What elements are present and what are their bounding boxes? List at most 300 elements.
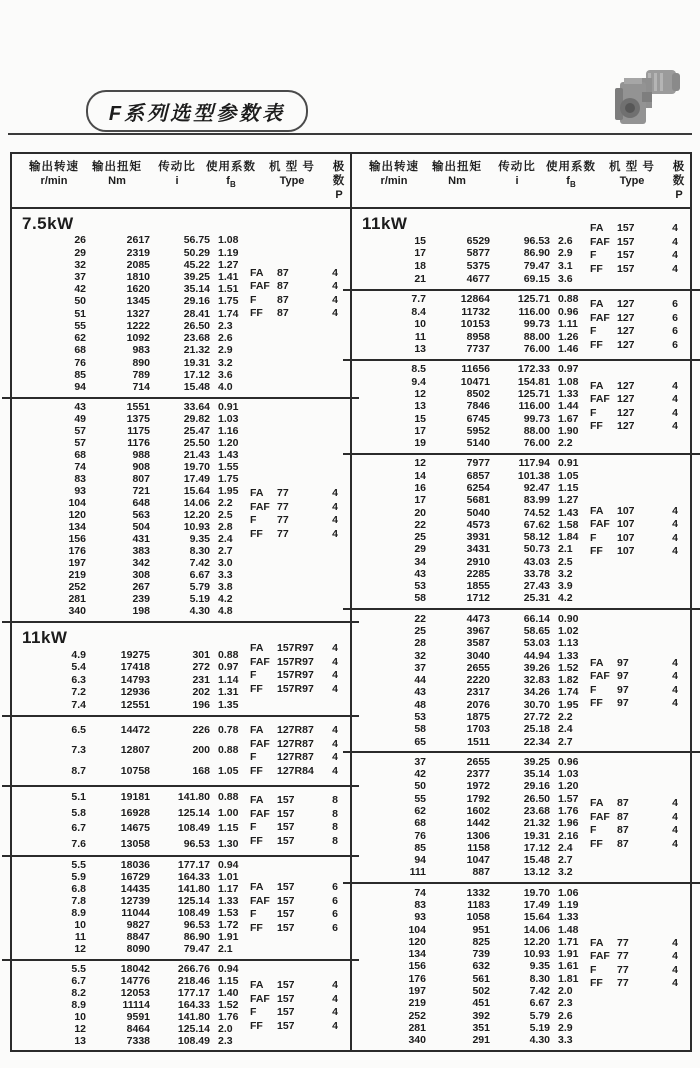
cell-ratio: 76.00 bbox=[523, 437, 550, 450]
cell-ratio: 141.80 bbox=[177, 1011, 210, 1024]
cell-output-torque: 13058 bbox=[120, 837, 150, 850]
table-row bbox=[12, 321, 350, 333]
cell-output-speed: 37 bbox=[414, 755, 426, 768]
cell-service-factor: 2.2 bbox=[218, 497, 233, 510]
cell-output-torque: 2317 bbox=[466, 686, 490, 699]
model-type-block bbox=[250, 724, 338, 778]
cell-output-torque: 890 bbox=[132, 356, 150, 369]
model-size: 77 bbox=[617, 936, 629, 949]
cell-ratio: 125.14 bbox=[177, 895, 210, 908]
cell-output-speed: 42 bbox=[414, 768, 426, 781]
cell-output-speed: 134 bbox=[408, 948, 426, 961]
cell-output-torque: 239 bbox=[132, 593, 150, 606]
header-output-torque: 输出扭矩 Nm bbox=[432, 161, 482, 187]
cell-ratio: 272 bbox=[192, 661, 210, 674]
cell-output-speed: 51 bbox=[74, 307, 86, 320]
cell-ratio: 13.12 bbox=[523, 866, 550, 879]
cell-output-speed: 5.5 bbox=[71, 963, 86, 976]
cell-service-factor: 1.03 bbox=[558, 768, 579, 781]
cell-service-factor: 1.19 bbox=[218, 246, 239, 259]
cell-ratio: 56.75 bbox=[183, 234, 210, 247]
cell-ratio: 116.00 bbox=[518, 400, 550, 413]
model-size: 157 bbox=[277, 1006, 295, 1018]
cell-service-factor: 1.33 bbox=[558, 911, 579, 924]
cell-ratio: 96.53 bbox=[183, 837, 210, 850]
model-size: 77 bbox=[617, 963, 629, 976]
header-model-type: 机 型 号 Type bbox=[609, 161, 655, 187]
table-row bbox=[352, 925, 690, 937]
table-row bbox=[352, 569, 690, 581]
header-ratio: 传动比 i bbox=[158, 161, 196, 187]
cell-ratio: 108.49 bbox=[177, 1035, 210, 1048]
cell-ratio: 88.00 bbox=[523, 424, 550, 437]
model-type-block bbox=[250, 267, 338, 321]
cell-output-torque: 502 bbox=[472, 984, 490, 997]
model-type-row bbox=[250, 751, 338, 765]
cell-output-torque: 291 bbox=[472, 1034, 490, 1047]
cell-ratio: 231 bbox=[192, 673, 210, 686]
cell-output-torque: 2319 bbox=[126, 246, 150, 259]
pole-count: 4 bbox=[332, 1006, 338, 1018]
cell-output-speed: 43 bbox=[414, 686, 426, 699]
cell-output-speed: 176 bbox=[408, 972, 426, 985]
cell-service-factor: 1.17 bbox=[218, 883, 239, 896]
model-prefix: FA bbox=[590, 379, 604, 392]
cell-output-speed: 120 bbox=[408, 935, 426, 948]
table-row bbox=[352, 1023, 690, 1035]
cell-service-factor: 1.82 bbox=[558, 674, 579, 687]
cell-output-torque: 1176 bbox=[127, 437, 150, 450]
cell-output-torque: 14472 bbox=[120, 723, 150, 736]
cell-service-factor: 2.2 bbox=[558, 711, 573, 724]
model-size: 127R87 bbox=[277, 724, 314, 736]
model-type-row bbox=[590, 518, 678, 532]
cell-output-speed: 219 bbox=[408, 997, 426, 1010]
cell-ratio: 76.00 bbox=[523, 343, 550, 355]
cell-output-speed: 44 bbox=[414, 674, 426, 687]
cell-service-factor: 1.05 bbox=[558, 469, 579, 482]
cell-service-factor: 0.78 bbox=[218, 723, 239, 736]
model-type-block bbox=[590, 657, 678, 711]
cell-output-speed: 62 bbox=[414, 805, 426, 817]
cell-ratio: 226 bbox=[192, 723, 210, 736]
model-type-row bbox=[590, 249, 678, 263]
cell-service-factor: 2.7 bbox=[558, 735, 573, 748]
model-prefix: FAF bbox=[250, 655, 270, 668]
cell-output-speed: 5.9 bbox=[71, 871, 86, 884]
model-type-row bbox=[590, 407, 678, 421]
model-size: 157 bbox=[277, 894, 295, 907]
cell-output-speed: 7.7 bbox=[411, 293, 426, 306]
model-size: 87 bbox=[617, 810, 629, 823]
model-size: 87 bbox=[617, 824, 629, 837]
model-type-block bbox=[250, 979, 338, 1033]
table-section bbox=[12, 209, 350, 397]
model-prefix: F bbox=[250, 821, 257, 833]
cell-ratio: 96.53 bbox=[183, 919, 210, 932]
cell-ratio: 25.47 bbox=[183, 425, 210, 438]
table-row bbox=[352, 1011, 690, 1023]
cell-output-speed: 43 bbox=[74, 401, 86, 414]
pole-count: 4 bbox=[672, 697, 678, 710]
pole-count: 4 bbox=[332, 751, 338, 763]
title-divider-line bbox=[8, 133, 692, 135]
cell-output-torque: 563 bbox=[132, 509, 150, 522]
cell-output-torque: 8464 bbox=[126, 1023, 150, 1036]
cell-output-speed: 340 bbox=[68, 605, 86, 618]
table-row bbox=[12, 438, 350, 450]
cell-service-factor: 1.95 bbox=[558, 698, 579, 711]
cell-output-torque: 1855 bbox=[466, 580, 490, 593]
cell-ratio: 29.16 bbox=[523, 780, 550, 793]
cell-output-speed: 94 bbox=[414, 854, 426, 867]
model-type-row bbox=[590, 937, 678, 951]
pole-count: 8 bbox=[332, 794, 338, 806]
model-type-block bbox=[590, 380, 678, 434]
table-row bbox=[352, 364, 690, 376]
cell-ratio: 4.30 bbox=[189, 605, 210, 618]
pole-count: 4 bbox=[672, 797, 678, 810]
cell-ratio: 27.43 bbox=[523, 580, 550, 593]
model-type-row bbox=[250, 993, 338, 1007]
cell-service-factor: 1.15 bbox=[218, 822, 239, 834]
table-row bbox=[352, 781, 690, 793]
cell-output-speed: 13 bbox=[414, 343, 426, 355]
pole-count: 4 bbox=[332, 514, 338, 527]
model-prefix: F bbox=[590, 963, 597, 976]
cell-output-torque: 1327 bbox=[126, 307, 150, 320]
cell-service-factor: 1.27 bbox=[558, 494, 579, 507]
cell-output-speed: 93 bbox=[74, 485, 86, 498]
model-prefix: FA bbox=[250, 881, 264, 893]
model-size: 157 bbox=[617, 222, 635, 234]
pole-count: 4 bbox=[672, 518, 678, 531]
model-prefix: F bbox=[590, 824, 597, 837]
model-prefix: FAF bbox=[250, 992, 270, 1005]
cell-output-speed: 25 bbox=[414, 531, 426, 544]
pole-count: 6 bbox=[672, 298, 678, 310]
model-size: 97 bbox=[617, 697, 629, 710]
selection-parameter-table bbox=[10, 152, 692, 1052]
cell-output-torque: 807 bbox=[132, 473, 150, 486]
table-section bbox=[12, 623, 350, 715]
cell-ratio: 39.25 bbox=[183, 271, 210, 284]
cell-output-torque: 392 bbox=[472, 1009, 490, 1022]
model-prefix: FA bbox=[590, 504, 604, 517]
cell-service-factor: 2.8 bbox=[218, 521, 233, 534]
cell-ratio: 15.64 bbox=[523, 911, 550, 924]
cell-output-torque: 10471 bbox=[460, 375, 490, 388]
cell-output-speed: 19 bbox=[414, 437, 426, 450]
cell-output-torque: 267 bbox=[132, 581, 150, 594]
cell-output-torque: 2220 bbox=[466, 674, 490, 687]
model-size: 107 bbox=[617, 531, 635, 544]
model-prefix: FF bbox=[590, 977, 603, 990]
cell-ratio: 23.68 bbox=[183, 332, 210, 345]
cell-ratio: 25.50 bbox=[183, 437, 210, 450]
cell-output-speed: 15 bbox=[414, 234, 426, 247]
model-size: 107 bbox=[617, 518, 635, 531]
model-prefix: FF bbox=[250, 834, 263, 847]
model-prefix: FAF bbox=[590, 810, 610, 823]
cell-output-speed: 25 bbox=[414, 625, 426, 638]
cell-service-factor: 3.2 bbox=[558, 866, 573, 879]
model-prefix: FF bbox=[590, 837, 603, 850]
model-type-row bbox=[250, 280, 338, 294]
cell-output-speed: 83 bbox=[74, 473, 86, 486]
cell-output-torque: 5375 bbox=[466, 260, 490, 273]
cell-ratio: 177.17 bbox=[177, 859, 210, 872]
cell-output-speed: 50 bbox=[74, 295, 86, 308]
cell-output-speed: 22 bbox=[414, 518, 426, 531]
cell-output-torque: 3587 bbox=[466, 637, 490, 650]
model-prefix: FAF bbox=[250, 894, 270, 907]
cell-ratio: 101.38 bbox=[517, 469, 550, 482]
model-type-row bbox=[250, 979, 338, 993]
table-section bbox=[352, 884, 690, 1050]
gearmotor-photo bbox=[596, 64, 686, 130]
model-size: 77 bbox=[277, 514, 289, 527]
cell-ratio: 6.67 bbox=[529, 997, 550, 1010]
model-type-row bbox=[250, 724, 338, 738]
cell-output-torque: 11656 bbox=[461, 363, 490, 376]
cell-output-torque: 451 bbox=[472, 997, 490, 1010]
model-prefix: F bbox=[590, 249, 597, 261]
cell-output-speed: 340 bbox=[408, 1034, 426, 1047]
cell-ratio: 79.47 bbox=[523, 260, 550, 273]
cell-output-speed: 42 bbox=[74, 283, 86, 296]
model-type-row bbox=[590, 312, 678, 326]
model-size: 87 bbox=[277, 307, 289, 320]
pole-count: 4 bbox=[672, 420, 678, 433]
table-row bbox=[12, 860, 350, 872]
cell-output-torque: 9591 bbox=[126, 1011, 150, 1024]
model-size: 107 bbox=[617, 545, 635, 558]
table-row bbox=[352, 855, 690, 867]
cell-service-factor: 1.74 bbox=[558, 686, 579, 699]
cell-ratio: 154.81 bbox=[517, 375, 550, 388]
cell-ratio: 33.64 bbox=[183, 401, 210, 414]
cell-ratio: 88.00 bbox=[523, 330, 550, 343]
table-section bbox=[12, 857, 350, 959]
cell-output-speed: 14 bbox=[414, 469, 426, 482]
cell-ratio: 44.94 bbox=[523, 649, 550, 662]
cell-service-factor: 0.91 bbox=[558, 457, 579, 470]
table-row bbox=[352, 998, 690, 1010]
cell-service-factor: 1.14 bbox=[218, 673, 239, 686]
cell-ratio: 10.93 bbox=[523, 948, 550, 961]
model-type-row bbox=[250, 908, 338, 922]
cell-service-factor: 4.2 bbox=[218, 593, 233, 606]
cell-output-torque: 3040 bbox=[466, 649, 490, 662]
model-size: 127R87 bbox=[277, 737, 314, 750]
cell-service-factor: 2.16 bbox=[558, 829, 579, 842]
table-header bbox=[12, 154, 350, 209]
cell-output-torque: 14776 bbox=[120, 975, 150, 988]
cell-service-factor: 1.46 bbox=[558, 343, 579, 355]
cell-output-torque: 198 bbox=[132, 605, 150, 618]
cell-service-factor: 1.08 bbox=[218, 234, 239, 247]
cell-service-factor: 2.9 bbox=[558, 247, 573, 260]
cell-output-speed: 62 bbox=[74, 332, 86, 345]
model-size: 77 bbox=[617, 977, 629, 990]
cell-output-speed: 5.5 bbox=[71, 859, 86, 872]
cell-ratio: 19.31 bbox=[183, 356, 210, 369]
cell-service-factor: 1.20 bbox=[558, 780, 579, 793]
model-prefix: FA bbox=[590, 298, 604, 310]
pole-count: 4 bbox=[672, 531, 678, 544]
model-type-row bbox=[250, 881, 338, 895]
cell-output-torque: 1345 bbox=[126, 295, 150, 308]
table-row bbox=[352, 912, 690, 924]
pole-count: 4 bbox=[332, 655, 338, 668]
cell-output-torque: 1306 bbox=[466, 829, 490, 842]
cell-output-torque: 12551 bbox=[120, 698, 150, 711]
cell-output-torque: 8502 bbox=[466, 387, 490, 400]
cell-output-torque: 1222 bbox=[126, 319, 150, 332]
table-section bbox=[352, 753, 690, 882]
model-prefix: FF bbox=[250, 921, 263, 934]
cell-service-factor: 1.00 bbox=[218, 806, 239, 819]
pole-count: 4 bbox=[672, 810, 678, 823]
model-prefix: F bbox=[590, 531, 597, 544]
cell-ratio: 9.35 bbox=[529, 960, 550, 973]
cell-ratio: 177.17 bbox=[177, 987, 210, 1000]
model-size: 127 bbox=[617, 311, 635, 324]
table-row bbox=[352, 581, 690, 593]
cell-output-speed: 10 bbox=[414, 318, 426, 331]
cell-output-speed: 68 bbox=[414, 817, 426, 830]
cell-ratio: 22.34 bbox=[523, 735, 550, 748]
cell-ratio: 26.50 bbox=[183, 319, 210, 332]
cell-service-factor: 0.96 bbox=[558, 755, 579, 768]
cell-ratio: 164.33 bbox=[177, 871, 210, 884]
cell-output-torque: 2617 bbox=[126, 234, 150, 247]
cell-service-factor: 2.2 bbox=[558, 437, 573, 450]
cell-service-factor: 2.3 bbox=[218, 1035, 233, 1048]
cell-service-factor: 1.43 bbox=[218, 449, 239, 462]
cell-output-torque: 739 bbox=[472, 948, 490, 961]
cell-ratio: 15.64 bbox=[183, 485, 210, 498]
cell-output-speed: 76 bbox=[74, 356, 86, 369]
cell-output-torque: 12053 bbox=[120, 987, 150, 1000]
cell-ratio: 8.30 bbox=[529, 972, 550, 985]
cell-service-factor: 2.7 bbox=[218, 545, 233, 558]
cell-output-speed: 6.8 bbox=[71, 883, 86, 896]
model-type-row bbox=[590, 339, 678, 353]
cell-output-torque: 1875 bbox=[466, 711, 490, 724]
cell-ratio: 39.25 bbox=[523, 755, 550, 768]
cell-ratio: 83.99 bbox=[523, 494, 550, 507]
cell-service-factor: 3.9 bbox=[558, 580, 573, 593]
cell-ratio: 5.19 bbox=[189, 593, 210, 606]
cell-output-speed: 8.9 bbox=[71, 907, 86, 920]
model-prefix: FAF bbox=[590, 950, 610, 963]
model-prefix: FF bbox=[250, 307, 263, 320]
cell-service-factor: 1.16 bbox=[218, 425, 239, 438]
model-type-row bbox=[590, 657, 678, 671]
cell-output-speed: 7.6 bbox=[71, 837, 86, 850]
model-type-row bbox=[590, 977, 678, 991]
cell-output-speed: 49 bbox=[74, 413, 86, 426]
cell-service-factor: 3.3 bbox=[218, 569, 233, 582]
pole-count: 4 bbox=[332, 724, 338, 736]
cell-service-factor: 1.72 bbox=[218, 919, 239, 932]
cell-output-torque: 887 bbox=[472, 866, 490, 879]
cell-service-factor: 1.51 bbox=[218, 283, 239, 296]
table-row bbox=[12, 606, 350, 618]
cell-service-factor: 1.81 bbox=[558, 972, 579, 985]
cell-ratio: 53.03 bbox=[523, 637, 550, 650]
cell-output-speed: 104 bbox=[408, 923, 426, 936]
power-rating-label: 11kW bbox=[362, 214, 408, 233]
cell-ratio: 28.41 bbox=[183, 307, 210, 320]
cell-service-factor: 0.88 bbox=[218, 791, 239, 803]
cell-output-speed: 7.8 bbox=[71, 895, 86, 908]
cell-output-torque: 308 bbox=[132, 569, 150, 582]
cell-ratio: 29.82 bbox=[183, 413, 210, 426]
model-type-row bbox=[590, 325, 678, 339]
cell-output-torque: 2076 bbox=[466, 698, 490, 711]
cell-ratio: 33.78 bbox=[523, 567, 550, 580]
cell-service-factor: 1.01 bbox=[218, 871, 239, 884]
cell-output-speed: 7.4 bbox=[71, 698, 86, 711]
cell-output-speed: 6.5 bbox=[71, 723, 86, 736]
cell-service-factor: 1.53 bbox=[218, 907, 239, 920]
cell-service-factor: 1.61 bbox=[558, 960, 579, 973]
cell-output-torque: 351 bbox=[472, 1021, 490, 1034]
header-output-speed: 输出转速 r/min bbox=[29, 161, 79, 187]
cell-service-factor: 1.57 bbox=[558, 792, 579, 805]
cell-service-factor: 0.97 bbox=[558, 363, 579, 376]
cell-output-torque: 983 bbox=[132, 344, 150, 357]
cell-output-speed: 32 bbox=[74, 258, 86, 271]
model-size: 87 bbox=[617, 797, 629, 810]
power-rating-label: 7.5kW bbox=[22, 214, 74, 233]
model-size: 157R97 bbox=[277, 669, 314, 681]
pole-count: 4 bbox=[672, 222, 678, 234]
cell-output-torque: 14675 bbox=[120, 822, 150, 834]
cell-ratio: 86.90 bbox=[183, 931, 210, 944]
cell-ratio: 301 bbox=[192, 648, 210, 661]
header-output-speed: 输出转速 r/min bbox=[369, 161, 419, 187]
cell-output-torque: 4473 bbox=[466, 612, 490, 625]
model-type-row bbox=[250, 808, 338, 822]
table-row bbox=[12, 558, 350, 570]
table-row bbox=[12, 964, 350, 976]
table-row bbox=[12, 582, 350, 594]
model-prefix: FAF bbox=[250, 500, 270, 513]
cell-output-torque: 431 bbox=[132, 533, 150, 546]
model-type-row bbox=[250, 267, 338, 281]
table-row bbox=[12, 450, 350, 462]
model-size: 127 bbox=[617, 420, 635, 433]
cell-service-factor: 2.1 bbox=[218, 943, 233, 956]
table-row bbox=[12, 370, 350, 382]
model-prefix: FF bbox=[590, 697, 603, 710]
cell-output-torque: 1972 bbox=[466, 780, 490, 793]
model-type-block bbox=[590, 505, 678, 559]
cell-ratio: 19.70 bbox=[523, 886, 550, 899]
table-section bbox=[352, 209, 690, 289]
cell-output-torque: 1551 bbox=[126, 401, 150, 414]
cell-output-torque: 17418 bbox=[120, 661, 150, 674]
cell-output-speed: 111 bbox=[409, 866, 426, 879]
cell-output-speed: 37 bbox=[74, 271, 86, 284]
cell-ratio: 7.42 bbox=[189, 557, 210, 570]
page-title: F系列选型参数表 bbox=[108, 102, 286, 125]
cell-service-factor: 1.40 bbox=[218, 987, 239, 1000]
